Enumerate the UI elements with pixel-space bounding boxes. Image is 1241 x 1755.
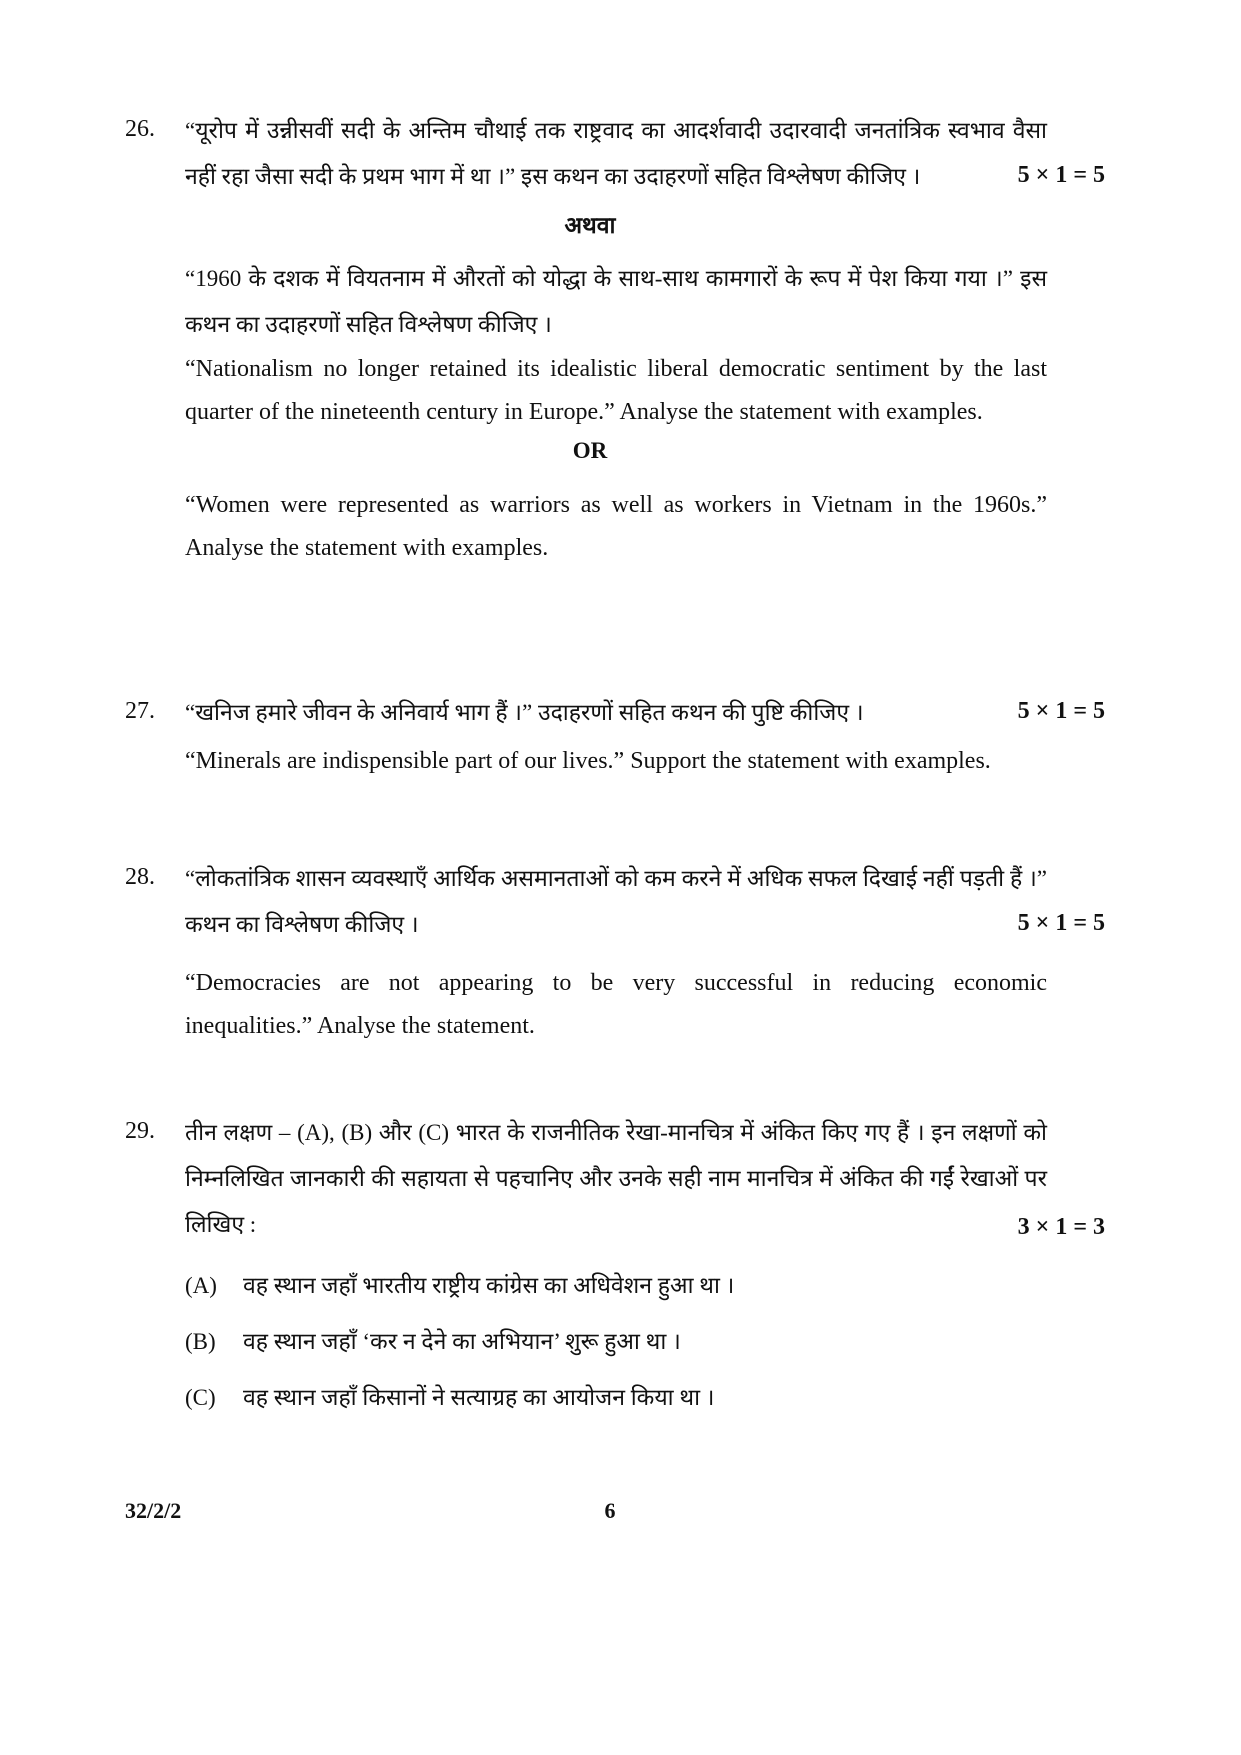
question-text-hindi: “यूरोप में उन्नीसवीं सदी के अन्तिम चौथाई तक राष्ट्रवाद का आदर्शवादी उदारवादी जनतांत्रिक स्वभाव वैसा नहीं रहा जैसा सदी के प्रथम भाग में था ।” इस कथन का उदाहरणों सहित विश्लेषण कीजिए । [185, 118, 1047, 189]
question-text-hindi: “लोकतांत्रिक शासन व्यवस्थाएँ आर्थिक असमानताओं को कम करने में अधिक सफल दिखाई नहीं पड़ती हैं ।” कथन का विश्लेषण कीजिए । [185, 866, 1047, 937]
option-label: (A) [185, 1273, 217, 1298]
option-text: वह स्थान जहाँ किसानों ने सत्याग्रह का आयोजन किया था । [243, 1385, 715, 1410]
paper-code: 32/2/2 [125, 1498, 182, 1523]
question-number: 27. [125, 698, 155, 724]
question-number: 29. [125, 1118, 155, 1144]
marks-label: 5 × 1 = 5 [1017, 910, 1105, 936]
option-c [185, 1380, 715, 1412]
or-divider-english: OR [572, 438, 608, 463]
option-label: (C) [185, 1385, 216, 1410]
option-label: (B) [185, 1329, 216, 1354]
question-26 [125, 108, 1105, 568]
marks-label: 5 × 1 = 5 [1017, 162, 1105, 188]
option-a [185, 1268, 734, 1300]
question-27 [125, 690, 1105, 780]
option-text: वह स्थान जहाँ भारतीय राष्ट्रीय कांग्रेस का अधिवेशन हुआ था । [243, 1273, 735, 1298]
question-number: 28. [125, 864, 155, 890]
question-text-english: “Democracies are not appearing to be very successful in reducing economic inequalities.” Analyse the statement. [185, 970, 1047, 1039]
option-b [185, 1324, 681, 1356]
question-text-english: “Minerals are indispensible part of our lives.” Support the statement with examples. [185, 748, 991, 774]
marks-label: 5 × 1 = 5 [1017, 698, 1105, 724]
page-number: 6 [604, 1498, 616, 1523]
or-divider-hindi: अथवा [564, 213, 616, 238]
alternative-question-english: “Women were represented as warriors as well as workers in Vietnam in the 1960s.” Analyse the statement with examples. [185, 492, 1047, 561]
alternative-question-hindi: “1960 के दशक में वियतनाम में औरतों को योद्धा के साथ-साथ कामगारों के रूप में पेश किया गया ।” इस कथन का उदाहरणों सहित विश्लेषण कीजिए । [185, 266, 1047, 337]
question-text-hindi: तीन लक्षण – (A), (B) और (C) भारत के राजनीतिक रेखा-मानचित्र में अंकित किए गए हैं । इन लक्षणों को निम्नलिखित जानकारी की सहायता से पहचानिए और उनके सही नाम मानचित्र में अंकित की गईं रेखाओं पर लिखिए : [185, 1120, 1047, 1237]
question-text-english: “Nationalism no longer retained its idealistic liberal democratic sentiment by the last quarter of the nineteenth century in Europe.” Analyse the statement with examples. [185, 356, 1047, 425]
question-28 [125, 856, 1105, 1056]
question-29 [125, 1110, 1105, 1410]
option-text: वह स्थान जहाँ ‘कर न देने का अभियान’ शुरू हुआ था । [243, 1329, 681, 1354]
marks-label: 3 × 1 = 3 [1017, 1214, 1105, 1240]
question-text-hindi: “खनिज हमारे जीवन के अनिवार्य भाग हैं ।” उदाहरणों सहित कथन की पुष्टि कीजिए । [185, 700, 864, 725]
question-number: 26. [125, 116, 155, 142]
